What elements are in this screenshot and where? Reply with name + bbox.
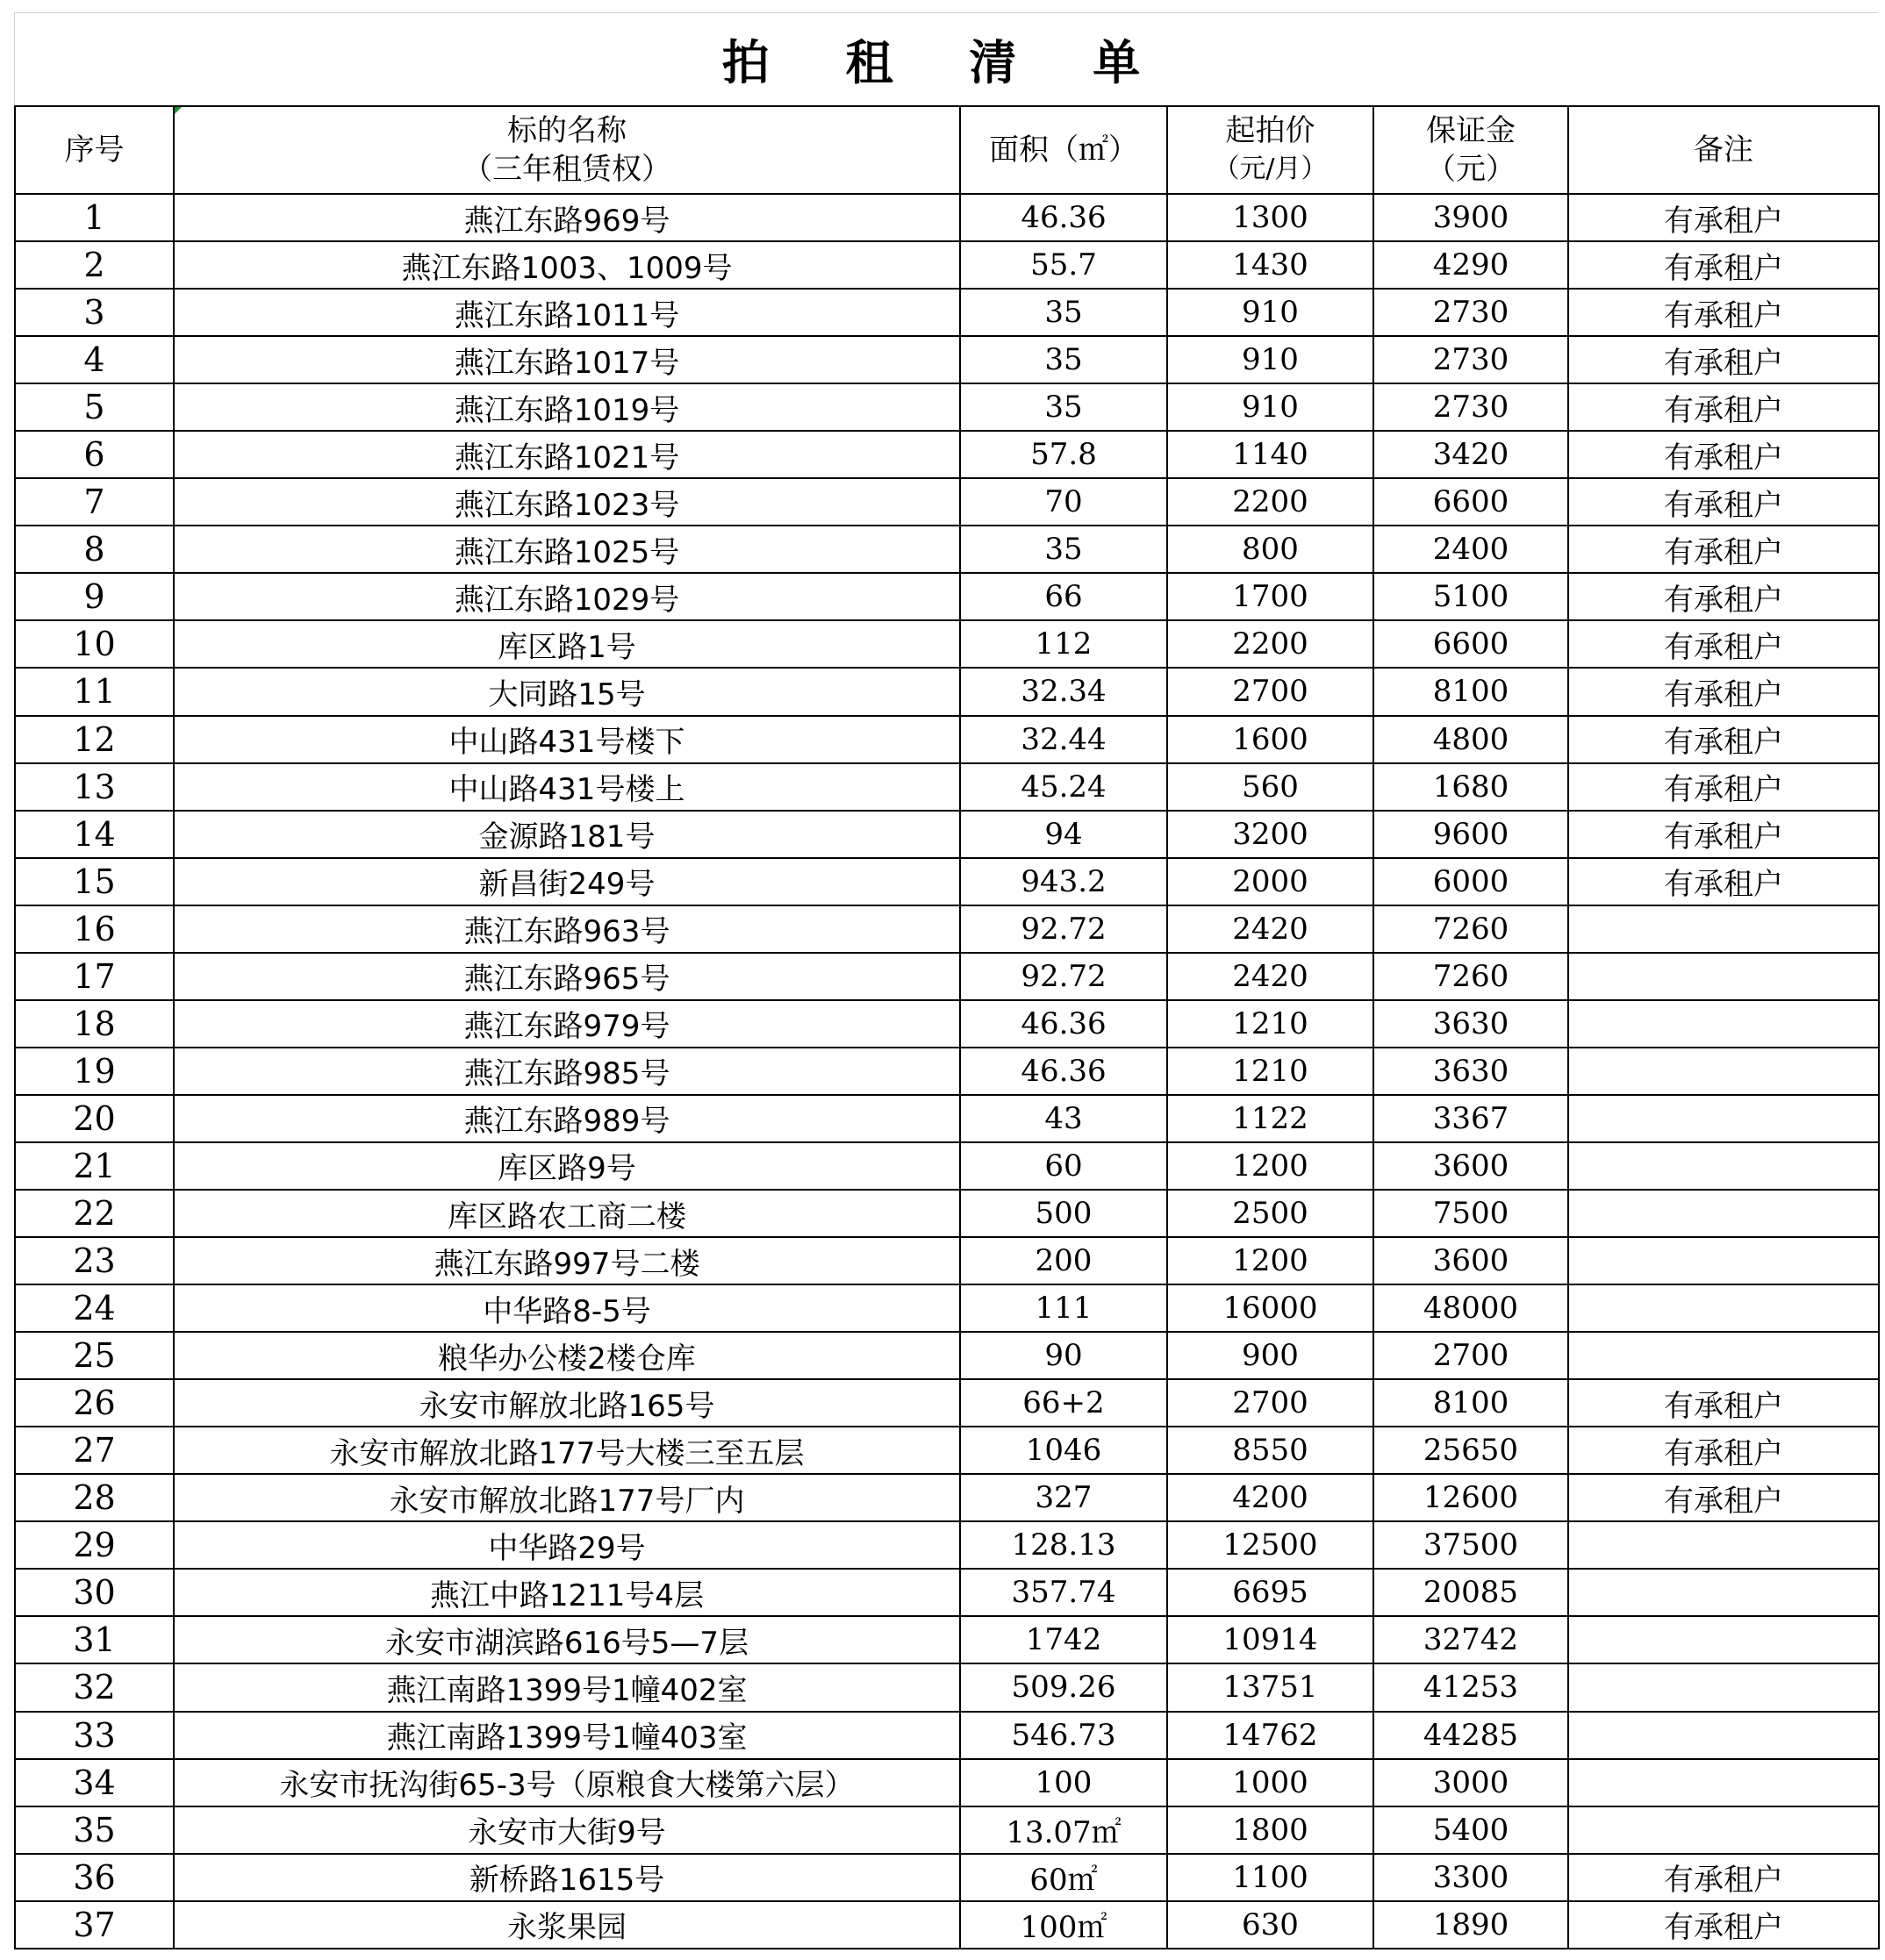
cell-seq[interactable]: 16 — [15, 905, 174, 953]
cell-deposit[interactable]: 8100 — [1373, 668, 1568, 715]
cell-note[interactable]: 有承租户 — [1568, 336, 1879, 383]
cell-note[interactable]: 有承租户 — [1568, 573, 1879, 620]
cell-deposit[interactable]: 5400 — [1373, 1806, 1568, 1854]
cell-name[interactable]: 燕江东路1025号 — [174, 526, 960, 573]
cell-area[interactable]: 111 — [960, 1284, 1167, 1332]
cell-note[interactable]: 有承租户 — [1568, 763, 1879, 811]
cell-name[interactable]: 新桥路1615号 — [174, 1854, 960, 1901]
cell-price[interactable]: 910 — [1167, 289, 1373, 336]
cell-area[interactable]: 46.36 — [960, 1048, 1167, 1095]
cell-name[interactable]: 中华路29号 — [174, 1521, 960, 1569]
cell-area[interactable]: 357.74 — [960, 1569, 1167, 1616]
table-row — [15, 1427, 1879, 1474]
table-row — [15, 905, 1879, 953]
cell-price[interactable]: 1122 — [1167, 1095, 1373, 1142]
cell-name[interactable]: 永安市解放北路177号大楼三至五层 — [174, 1427, 960, 1474]
cell-area[interactable]: 35 — [960, 289, 1167, 336]
cell-note[interactable]: 有承租户 — [1568, 668, 1879, 715]
cell-note[interactable] — [1568, 1284, 1879, 1332]
table-row — [15, 1521, 1879, 1569]
cell-seq[interactable]: 10 — [15, 620, 174, 668]
table-row — [15, 1569, 1879, 1616]
cell-area[interactable]: 46.36 — [960, 1000, 1167, 1048]
cell-deposit[interactable]: 6000 — [1373, 858, 1568, 905]
cell-note[interactable]: 有承租户 — [1568, 1474, 1879, 1521]
cell-name[interactable]: 库区路农工商二楼 — [174, 1190, 960, 1237]
table-row — [15, 241, 1879, 289]
cell-seq[interactable]: 36 — [15, 1854, 174, 1901]
cell-price[interactable]: 1300 — [1167, 194, 1373, 241]
cell-price[interactable]: 3200 — [1167, 811, 1373, 858]
cell-area[interactable]: 92.72 — [960, 905, 1167, 953]
table-row — [15, 811, 1879, 858]
cell-name[interactable]: 燕江东路965号 — [174, 953, 960, 1000]
cell-deposit[interactable]: 2730 — [1373, 336, 1568, 383]
cell-deposit[interactable]: 32742 — [1373, 1616, 1568, 1663]
cell-price[interactable]: 13751 — [1167, 1663, 1373, 1711]
cell-note[interactable]: 有承租户 — [1568, 858, 1879, 905]
cell-seq[interactable]: 6 — [15, 431, 174, 478]
table-row — [15, 194, 1879, 241]
rental-list-table — [14, 105, 1880, 1949]
cell-area[interactable]: 1046 — [960, 1427, 1167, 1474]
table-row — [15, 573, 1879, 620]
cell-name[interactable]: 大同路15号 — [174, 668, 960, 715]
cell-area[interactable]: 43 — [960, 1095, 1167, 1142]
table-row — [15, 1000, 1879, 1048]
table-row — [15, 526, 1879, 573]
cell-price[interactable]: 1210 — [1167, 1048, 1373, 1095]
cell-seq[interactable]: 1 — [15, 194, 174, 241]
cell-deposit[interactable]: 20085 — [1373, 1569, 1568, 1616]
table-row — [15, 716, 1879, 763]
cell-area[interactable]: 94 — [960, 811, 1167, 858]
cell-name[interactable]: 燕江东路997号二楼 — [174, 1237, 960, 1284]
cell-price[interactable]: 560 — [1167, 763, 1373, 811]
cell-note[interactable]: 有承租户 — [1568, 620, 1879, 668]
table-row — [15, 1854, 1879, 1901]
cell-deposit[interactable]: 3900 — [1373, 194, 1568, 241]
cell-price[interactable]: 16000 — [1167, 1284, 1373, 1332]
header-name-line1: 标的名称 — [507, 113, 627, 148]
cell-deposit[interactable]: 3600 — [1373, 1142, 1568, 1190]
table-row — [15, 1332, 1879, 1379]
cell-name[interactable]: 新昌街249号 — [174, 858, 960, 905]
cell-area[interactable]: 112 — [960, 620, 1167, 668]
cell-name[interactable]: 库区路9号 — [174, 1142, 960, 1190]
cell-deposit[interactable]: 4290 — [1373, 241, 1568, 289]
cell-deposit[interactable]: 7500 — [1373, 1190, 1568, 1237]
cell-note[interactable] — [1568, 1759, 1879, 1806]
cell-corner-marker — [175, 107, 182, 114]
table-row — [15, 953, 1879, 1000]
table-row — [15, 1284, 1879, 1332]
cell-seq[interactable]: 21 — [15, 1142, 174, 1190]
header-price-line1: 起拍价 — [1225, 113, 1315, 148]
cell-name[interactable]: 永安市抚沟街65-3号（原粮食大楼第六层） — [174, 1759, 960, 1806]
cell-price[interactable]: 2200 — [1167, 478, 1373, 526]
header-seq[interactable]: 序号 — [15, 106, 174, 194]
cell-deposit[interactable]: 6600 — [1373, 478, 1568, 526]
cell-name[interactable]: 永安市大街9号 — [174, 1806, 960, 1854]
cell-seq[interactable]: 23 — [15, 1237, 174, 1284]
cell-area[interactable]: 1742 — [960, 1616, 1167, 1663]
cell-seq[interactable]: 37 — [15, 1901, 174, 1949]
cell-area[interactable]: 200 — [960, 1237, 1167, 1284]
cell-price[interactable]: 10914 — [1167, 1616, 1373, 1663]
cell-price[interactable]: 1210 — [1167, 1000, 1373, 1048]
cell-deposit[interactable]: 7260 — [1373, 905, 1568, 953]
cell-area[interactable]: 35 — [960, 526, 1167, 573]
cell-price[interactable]: 4200 — [1167, 1474, 1373, 1521]
cell-name[interactable]: 燕江东路1017号 — [174, 336, 960, 383]
cell-note[interactable]: 有承租户 — [1568, 526, 1879, 573]
table-row — [15, 1712, 1879, 1759]
cell-note[interactable]: 有承租户 — [1568, 383, 1879, 431]
cell-note[interactable] — [1568, 1712, 1879, 1759]
table-row — [15, 1237, 1879, 1284]
cell-note[interactable]: 有承租户 — [1568, 716, 1879, 763]
cell-seq[interactable]: 18 — [15, 1000, 174, 1048]
table-row — [15, 1142, 1879, 1190]
cell-note[interactable]: 有承租户 — [1568, 241, 1879, 289]
cell-name[interactable]: 燕江中路1211号4层 — [174, 1569, 960, 1616]
cell-name[interactable]: 燕江东路1011号 — [174, 289, 960, 336]
cell-area[interactable]: 943.2 — [960, 858, 1167, 905]
cell-name[interactable]: 燕江东路985号 — [174, 1048, 960, 1095]
cell-seq[interactable]: 33 — [15, 1712, 174, 1759]
table-row — [15, 1095, 1879, 1142]
cell-deposit[interactable]: 2400 — [1373, 526, 1568, 573]
cell-deposit[interactable]: 3300 — [1373, 1854, 1568, 1901]
cell-area[interactable]: 100㎡ — [960, 1901, 1167, 1949]
cell-area[interactable]: 509.26 — [960, 1663, 1167, 1711]
cell-deposit[interactable]: 3367 — [1373, 1095, 1568, 1142]
table-row — [15, 1759, 1879, 1806]
cell-note[interactable] — [1568, 1806, 1879, 1854]
table-row — [15, 1379, 1879, 1427]
cell-name[interactable]: 燕江东路963号 — [174, 905, 960, 953]
cell-deposit[interactable]: 12600 — [1373, 1474, 1568, 1521]
header-deposit-line2: （元） — [1426, 152, 1516, 187]
cell-seq[interactable]: 29 — [15, 1521, 174, 1569]
cell-name[interactable]: 永安市湖滨路616号5—7层 — [174, 1616, 960, 1663]
cell-seq[interactable]: 25 — [15, 1332, 174, 1379]
cell-price[interactable]: 2700 — [1167, 1379, 1373, 1427]
header-price[interactable] — [1167, 106, 1373, 194]
cell-area[interactable]: 35 — [960, 336, 1167, 383]
cell-note[interactable] — [1568, 1237, 1879, 1284]
cell-price[interactable]: 14762 — [1167, 1712, 1373, 1759]
cell-note[interactable]: 有承租户 — [1568, 1379, 1879, 1427]
cell-seq[interactable]: 9 — [15, 573, 174, 620]
table-row — [15, 620, 1879, 668]
cell-name[interactable]: 金源路181号 — [174, 811, 960, 858]
cell-price[interactable]: 1140 — [1167, 431, 1373, 478]
cell-deposit[interactable]: 2700 — [1373, 1332, 1568, 1379]
cell-name[interactable]: 燕江南路1399号1幢402室 — [174, 1663, 960, 1711]
cell-note[interactable]: 有承租户 — [1568, 1901, 1879, 1949]
table-row — [15, 1190, 1879, 1237]
cell-seq[interactable]: 4 — [15, 336, 174, 383]
cell-note[interactable]: 有承租户 — [1568, 289, 1879, 336]
cell-price[interactable]: 1200 — [1167, 1237, 1373, 1284]
cell-seq[interactable]: 13 — [15, 763, 174, 811]
cell-seq[interactable]: 20 — [15, 1095, 174, 1142]
cell-seq[interactable]: 11 — [15, 668, 174, 715]
cell-name[interactable]: 中山路431号楼上 — [174, 763, 960, 811]
cell-area[interactable]: 90 — [960, 1332, 1167, 1379]
cell-deposit[interactable]: 3420 — [1373, 431, 1568, 478]
cell-price[interactable]: 1000 — [1167, 1759, 1373, 1806]
cell-seq[interactable]: 24 — [15, 1284, 174, 1332]
cell-note[interactable] — [1568, 1569, 1879, 1616]
cell-name[interactable]: 中华路8-5号 — [174, 1284, 960, 1332]
cell-price[interactable]: 1800 — [1167, 1806, 1373, 1854]
cell-deposit[interactable]: 2730 — [1373, 289, 1568, 336]
cell-note[interactable]: 有承租户 — [1568, 431, 1879, 478]
cell-deposit[interactable]: 8100 — [1373, 1379, 1568, 1427]
cell-seq[interactable]: 32 — [15, 1663, 174, 1711]
table-row — [15, 431, 1879, 478]
table-row — [15, 763, 1879, 811]
cell-area[interactable]: 500 — [960, 1190, 1167, 1237]
cell-price[interactable]: 2200 — [1167, 620, 1373, 668]
cell-note[interactable]: 有承租户 — [1568, 811, 1879, 858]
cell-area[interactable]: 92.72 — [960, 953, 1167, 1000]
cell-note[interactable]: 有承租户 — [1568, 1427, 1879, 1474]
cell-deposit[interactable]: 6600 — [1373, 620, 1568, 668]
cell-deposit[interactable]: 3630 — [1373, 1000, 1568, 1048]
cell-price[interactable]: 910 — [1167, 383, 1373, 431]
cell-note[interactable] — [1568, 1663, 1879, 1711]
cell-area[interactable]: 32.34 — [960, 668, 1167, 715]
cell-note[interactable] — [1568, 905, 1879, 953]
table-row — [15, 1616, 1879, 1663]
cell-note[interactable]: 有承租户 — [1568, 194, 1879, 241]
cell-note[interactable] — [1568, 1190, 1879, 1237]
page-title: 拍 租 清 单 — [721, 34, 1171, 90]
header-name[interactable] — [174, 106, 960, 194]
cell-price[interactable]: 12500 — [1167, 1521, 1373, 1569]
cell-area[interactable]: 55.7 — [960, 241, 1167, 289]
cell-deposit[interactable]: 37500 — [1373, 1521, 1568, 1569]
cell-area[interactable]: 70 — [960, 478, 1167, 526]
cell-price[interactable]: 1600 — [1167, 716, 1373, 763]
cell-area[interactable]: 35 — [960, 383, 1167, 431]
table-row — [15, 478, 1879, 526]
cell-seq[interactable]: 35 — [15, 1806, 174, 1854]
cell-note[interactable]: 有承租户 — [1568, 1854, 1879, 1901]
cell-note[interactable]: 有承租户 — [1568, 478, 1879, 526]
cell-price[interactable]: 910 — [1167, 336, 1373, 383]
cell-name[interactable]: 中山路431号楼下 — [174, 716, 960, 763]
header-price-line2: （元/月） — [1213, 154, 1328, 184]
table-row — [15, 1806, 1879, 1854]
table-row — [15, 289, 1879, 336]
cell-name[interactable]: 粮华办公楼2楼仓库 — [174, 1332, 960, 1379]
cell-seq[interactable]: 8 — [15, 526, 174, 573]
cell-name[interactable]: 库区路1号 — [174, 620, 960, 668]
cell-note[interactable] — [1568, 1616, 1879, 1663]
cell-name[interactable]: 燕江东路1021号 — [174, 431, 960, 478]
cell-area[interactable]: 66+2 — [960, 1379, 1167, 1427]
cell-area[interactable]: 46.36 — [960, 194, 1167, 241]
cell-seq[interactable]: 12 — [15, 716, 174, 763]
cell-note[interactable] — [1568, 1048, 1879, 1095]
header-note[interactable]: 备注 — [1568, 106, 1879, 194]
cell-name[interactable]: 燕江东路1029号 — [174, 573, 960, 620]
cell-deposit[interactable]: 48000 — [1373, 1284, 1568, 1332]
cell-note[interactable] — [1568, 1521, 1879, 1569]
cell-price[interactable]: 900 — [1167, 1332, 1373, 1379]
header-name-line2: （三年租赁权） — [462, 152, 671, 187]
cell-price[interactable]: 2500 — [1167, 1190, 1373, 1237]
cell-deposit[interactable]: 1890 — [1373, 1901, 1568, 1949]
table-row — [15, 858, 1879, 905]
cell-deposit[interactable]: 1680 — [1373, 763, 1568, 811]
cell-seq[interactable]: 28 — [15, 1474, 174, 1521]
cell-seq[interactable]: 19 — [15, 1048, 174, 1095]
cell-price[interactable]: 8550 — [1167, 1427, 1373, 1474]
cell-name[interactable]: 燕江东路979号 — [174, 1000, 960, 1048]
cell-area[interactable]: 13.07㎡ — [960, 1806, 1167, 1854]
cell-price[interactable]: 2420 — [1167, 953, 1373, 1000]
cell-name[interactable]: 燕江东路989号 — [174, 1095, 960, 1142]
cell-seq[interactable]: 31 — [15, 1616, 174, 1663]
table-row — [15, 1474, 1879, 1521]
cell-deposit[interactable]: 3000 — [1373, 1759, 1568, 1806]
cell-area[interactable]: 100 — [960, 1759, 1167, 1806]
cell-seq[interactable]: 27 — [15, 1427, 174, 1474]
cell-deposit[interactable]: 2730 — [1373, 383, 1568, 431]
cell-price[interactable]: 1100 — [1167, 1854, 1373, 1901]
cell-name[interactable]: 永浆果园 — [174, 1901, 960, 1949]
cell-name[interactable]: 永安市解放北路177号厂内 — [174, 1474, 960, 1521]
cell-name[interactable]: 燕江东路1003、1009号 — [174, 241, 960, 289]
cell-deposit[interactable]: 5100 — [1373, 573, 1568, 620]
cell-name[interactable]: 燕江东路1019号 — [174, 383, 960, 431]
cell-seq[interactable]: 3 — [15, 289, 174, 336]
cell-price[interactable]: 1430 — [1167, 241, 1373, 289]
table-row — [15, 336, 1879, 383]
cell-area[interactable]: 128.13 — [960, 1521, 1167, 1569]
cell-deposit[interactable]: 44285 — [1373, 1712, 1568, 1759]
cell-area[interactable]: 60 — [960, 1142, 1167, 1190]
cell-name[interactable]: 燕江东路969号 — [174, 194, 960, 241]
cell-note[interactable] — [1568, 1142, 1879, 1190]
cell-seq[interactable]: 7 — [15, 478, 174, 526]
cell-seq[interactable]: 34 — [15, 1759, 174, 1806]
cell-seq[interactable]: 14 — [15, 811, 174, 858]
cell-price[interactable]: 2700 — [1167, 668, 1373, 715]
cell-note[interactable] — [1568, 953, 1879, 1000]
table-row — [15, 383, 1879, 431]
cell-seq[interactable]: 22 — [15, 1190, 174, 1237]
cell-seq[interactable]: 30 — [15, 1569, 174, 1616]
table-header-row — [15, 106, 1879, 194]
cell-deposit[interactable]: 9600 — [1373, 811, 1568, 858]
cell-name[interactable]: 永安市解放北路165号 — [174, 1379, 960, 1427]
cell-deposit[interactable]: 3600 — [1373, 1237, 1568, 1284]
cell-area[interactable]: 66 — [960, 573, 1167, 620]
cell-price[interactable]: 800 — [1167, 526, 1373, 573]
cell-price[interactable]: 630 — [1167, 1901, 1373, 1949]
cell-deposit[interactable]: 41253 — [1373, 1663, 1568, 1711]
cell-seq[interactable]: 26 — [15, 1379, 174, 1427]
cell-note[interactable] — [1568, 1332, 1879, 1379]
cell-area[interactable]: 546.73 — [960, 1712, 1167, 1759]
cell-area[interactable]: 45.24 — [960, 763, 1167, 811]
cell-note[interactable] — [1568, 1000, 1879, 1048]
cell-area[interactable]: 32.44 — [960, 716, 1167, 763]
cell-area[interactable]: 60㎡ — [960, 1854, 1167, 1901]
cell-area[interactable]: 327 — [960, 1474, 1167, 1521]
table-row — [15, 668, 1879, 715]
table-body — [15, 194, 1879, 1949]
cell-deposit[interactable]: 7260 — [1373, 953, 1568, 1000]
header-deposit-line1: 保证金 — [1426, 113, 1516, 148]
cell-seq[interactable]: 17 — [15, 953, 174, 1000]
cell-price[interactable]: 1200 — [1167, 1142, 1373, 1190]
table-row — [15, 1048, 1879, 1095]
cell-name[interactable]: 燕江东路1023号 — [174, 478, 960, 526]
cell-deposit[interactable]: 3630 — [1373, 1048, 1568, 1095]
cell-seq[interactable]: 5 — [15, 383, 174, 431]
cell-price[interactable]: 6695 — [1167, 1569, 1373, 1616]
cell-seq[interactable]: 15 — [15, 858, 174, 905]
header-deposit[interactable] — [1373, 106, 1568, 194]
table-row — [15, 1901, 1879, 1949]
cell-area[interactable]: 57.8 — [960, 431, 1167, 478]
cell-price[interactable]: 2420 — [1167, 905, 1373, 953]
cell-deposit[interactable]: 4800 — [1373, 716, 1568, 763]
cell-name[interactable]: 燕江南路1399号1幢403室 — [174, 1712, 960, 1759]
cell-deposit[interactable]: 25650 — [1373, 1427, 1568, 1474]
cell-price[interactable]: 1700 — [1167, 573, 1373, 620]
cell-note[interactable] — [1568, 1095, 1879, 1142]
cell-seq[interactable]: 2 — [15, 241, 174, 289]
table-row — [15, 1663, 1879, 1711]
cell-price[interactable]: 2000 — [1167, 858, 1373, 905]
header-area[interactable]: 面积（㎡） — [960, 106, 1167, 194]
